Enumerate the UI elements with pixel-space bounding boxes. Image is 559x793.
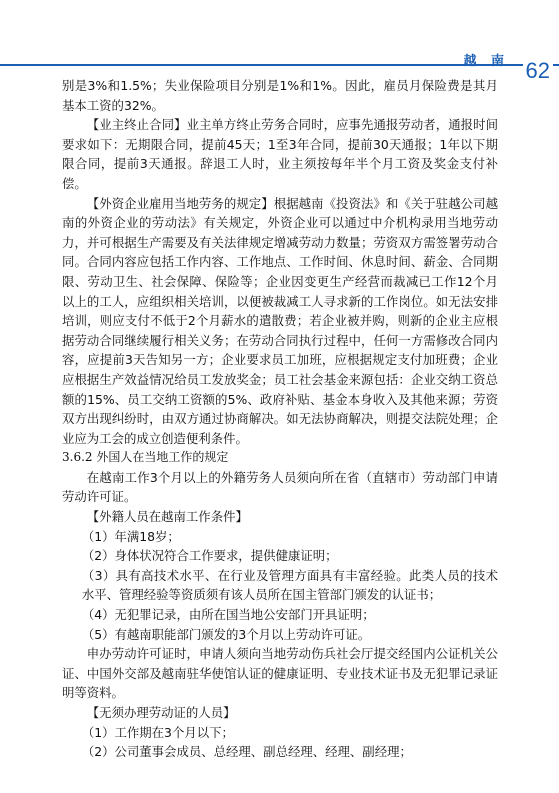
page-number: 62 (523, 58, 553, 84)
chapter-label: 越 南 (463, 54, 509, 69)
condition-item: （4）无犯罪记录，由所在国当地公安部门开具证明； (81, 607, 375, 623)
application-paragraph: 申办劳动许可证时，申请人须向当地劳动伤兵社会厅提交经国内公证机关公证、中国外交部及越南驻华使馆认证的健康证明、专业技术证书及无犯罪记录证明等资料。 (62, 646, 498, 701)
conditions-title: 【外籍人员在越南工作条件】 (86, 509, 248, 525)
document-body (62, 76, 498, 762)
condition-item: （2）身体状况符合工作要求，提供健康证明； (81, 548, 338, 564)
condition-item: （5）有越南职能部门颁发的3个月以上劳动许可证。 (81, 626, 371, 642)
section-heading: 3.6.2 外国人在当地工作的规定 (62, 450, 229, 465)
header-rule (0, 64, 559, 66)
section-intro: 在越南工作3个月以上的外籍劳务人员须向所在省（直辖市）劳动部门申请劳动许可证。 (62, 469, 498, 505)
exempt-item: （2）公司董事会成员、总经理、副总经理、经理、副经理； (81, 744, 412, 760)
exempt-title: 【无须办理劳动证的人员】 (86, 705, 236, 720)
condition-item: （3）具有高技术水平、在行业及管理方面具有丰富经验。此类人员的技术水平、管理经验等资质须有该人员所在国主管部门颁发的认证书； (81, 567, 498, 603)
paragraph-termination: 【业主终止合同】业主单方终止劳务合同时，应事先通报劳动者，通报时间要求如下：无期限合同，提前45天；1至3年合同，提前30天通报；1年以下期限合同，提前3天通报。辞退工人时，业主须按每年半个月工资及奖金支付补偿。 (62, 117, 498, 191)
exempt-item: （1）工作期在3个月以下； (81, 724, 234, 740)
paragraph-foreign-enterprise: 【外资企业雇用当地劳务的规定】根据越南《投资法》和《关于驻越公司越南的外资企业的劳动法》有关规定，外资企业可以通过中介机构录用当地劳动力，并可根据生产需要及有关法律规定增减劳动力数量；劳资双方需签署劳动合同。合同内容应包括工作内容、工作地点、工作时间、休息时间、薪金、合同期限、劳动卫生、社会保障、保险等；企业因变更生产经营而裁减已工作12个月以上的工人，应组织相关培训，以便被裁减工人寻求新的工作岗位。如无法安排培训，则应支付不低于2个月薪水的遣散费；若企业被并购，则新的企业主应根据劳动合同继续履行相关义务；在劳动合同执行过程中，任何一方需修改合同内容，应提前3天告知另一方；企业要求员工加班，应根据规定支付加班费；企业应根据生产效益情况给员工发放奖金；员工社会基金来源包括：企业交纳工资总额的15%、员工交纳工资额的5%、政府补贴、基金本身收入及其他来源；劳资双方出现纠纷时，由双方通过协商解决。如无法协商解决，则提交法院处理；企业应为工会的成立创造便利条件。 (62, 195, 498, 446)
condition-item: （1）年满18岁； (81, 528, 180, 544)
paragraph-insurance: 别是3%和1.5%；失业保险项目分别是1%和1%。因此，雇员月保险费是其月基本工资的32%。 (62, 78, 498, 113)
